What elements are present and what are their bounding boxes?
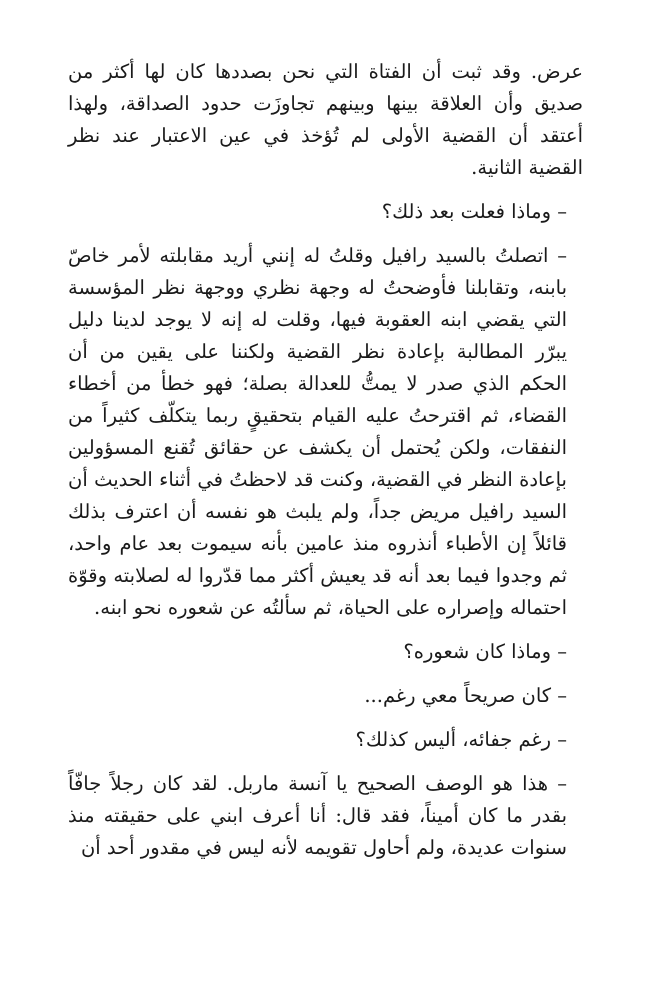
book-page bbox=[68, 56, 583, 876]
paragraph-6: – رغم جفائه، أليس كذلك؟ bbox=[355, 728, 567, 751]
paragraph-1: عرض. وقد ثبت أن الفتاة التي نحن بصددها كان لها أكثر من صديق وأن العلاقة بينها وبينهم تجاوزَت حدود الصداقة، ولهذا أعتقد أن القضية الأولى لم تُؤخذ في عين الاعتبار عند نظر القضية الثانية. bbox=[68, 60, 583, 179]
paragraph-7: – هذا هو الوصف الصحيح يا آنسة ماربل. لقد كان رجلاً جافّاً بقدر ما كان أميناً، فقد قال: أنا أعرف ابني على حقيقته منذ سنوات عديدة، ولم أحاول تقويمه لأنه ليس في مقدور أحد أن bbox=[68, 772, 567, 859]
paragraph-5: – كان صريحاً معي رغم... bbox=[364, 684, 567, 707]
paragraph-4: – وماذا كان شعوره؟ bbox=[403, 640, 567, 663]
paragraph-2: – وماذا فعلت بعد ذلك؟ bbox=[381, 200, 567, 223]
paragraph-3: – اتصلتُ بالسيد رافيل وقلتُ له إنني أريد مقابلته لأمر خاصّ بابنه، وتقابلنا فأوضحتُ له وجهة نظري ووجهة نظر المؤسسة التي يقضي ابنه العقوبة فيها، وقلت له إنه لا يوجد لدينا دليل يبرّر المطالبة بإعادة نظر القضية ولكننا على يقين من أن الحكم الذي صدر لا يمتُّ للعدالة بصلة؛ فهو خطأ من أخطاء القضاء، ثم اقترحتُ عليه القيام بتحقيقٍ ربما يتكلّف كثيراً من النفقات، ولكن يُحتمل أن يكشف عن حقائق تُقنع المسؤولين بإعادة النظر في القضية، وكنت قد لاحظتُ في أثناء الحديث أن السيد رافيل مريض جداً، ولم يلبث هو نفسه أن اعترف بذلك قائلاً إن الأطباء أنذروه منذ عامين بأنه سيموت بعد عام واحد، ثم وجدوا فيما بعد أنه قد يعيش أكثر مما قدّروا له لصلابته وقوّة احتماله وإصراره على الحياة، ثم سألتُه عن شعوره نحو ابنه. bbox=[68, 244, 567, 619]
